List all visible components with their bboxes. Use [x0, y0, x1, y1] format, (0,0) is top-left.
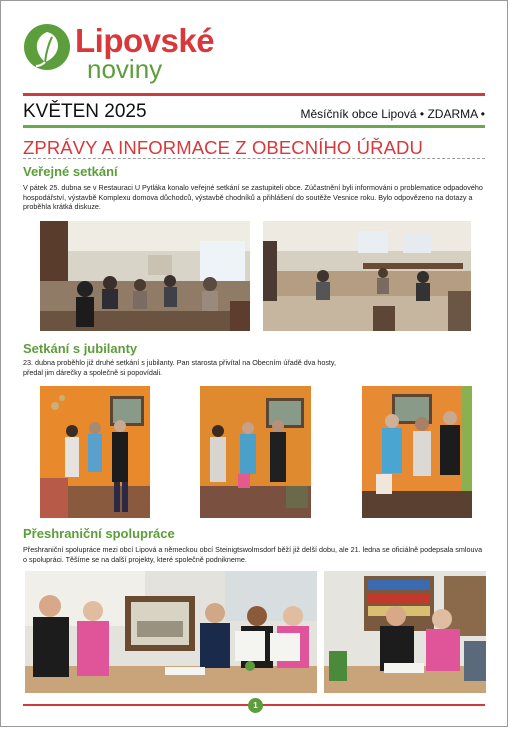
- header-rule-bottom: [23, 125, 485, 128]
- photo-signing-ceremony: [25, 571, 317, 693]
- photo-jubilees-greeting: [40, 386, 150, 518]
- article-body-cross-border: Přeshraniční spolupráce mezi obcí Lipová a německou obcí Steinigtswolmsdorf běží již delší dobu, ale 21. ledna se oficiálně podepsala smlouva o spolupráci. Těšíme se na další projekty, které společně podnikneme.: [23, 545, 483, 564]
- article-heading-cross-border: Přeshraniční spolupráce: [23, 526, 175, 541]
- photo-jubilees-group: [362, 386, 472, 518]
- photo-signing-contract: [324, 571, 486, 693]
- brand-main: Lipovské: [75, 22, 215, 59]
- photo-jubilees-gift: [200, 386, 311, 518]
- section-title: ZPRÁVY A INFORMACE Z OBECNÍHO ÚŘADU: [23, 137, 423, 158]
- header-rule-top: [23, 93, 485, 96]
- masthead: [23, 23, 323, 93]
- article-body-jubilees: 23. dubna proběhlo již druhé setkání s jubilanty. Pan starosta přivítal na Obecním úřadě dva hosty, předal jim dárečky a společně si popovídali.: [23, 358, 336, 377]
- issue-tagline: Měsíčník obce Lipová • ZDARMA •: [300, 107, 485, 121]
- page-number-badge: 1: [248, 698, 263, 713]
- section-underline: [23, 158, 485, 159]
- article-body-public-meeting: V pátek 25. dubna se v Restauraci U Pytláka konalo veřejné setkání se zastupiteli obce. Zúčastnění byli informováni o problematice odpadového hospodářství, výstavbě Komplexu domova důchodců, výstavbě chodníků a přihlášení do soutěže Vesnice roku. Bylo odpovězeno na dotazy a proběhla krátká diskuze.: [23, 183, 483, 212]
- photo-meeting-hall: [40, 221, 250, 331]
- article-heading-jubilees: Setkání s jubilanty: [23, 341, 138, 356]
- photo-meeting-discussion: [263, 221, 471, 331]
- linden-leaf-icon: [23, 23, 71, 71]
- brand-wordmark: [75, 22, 215, 84]
- article-heading-public-meeting: Veřejné setkání: [23, 164, 118, 179]
- brand-sub: noviny: [87, 54, 163, 84]
- issue-date: KVĚTEN 2025: [23, 101, 147, 122]
